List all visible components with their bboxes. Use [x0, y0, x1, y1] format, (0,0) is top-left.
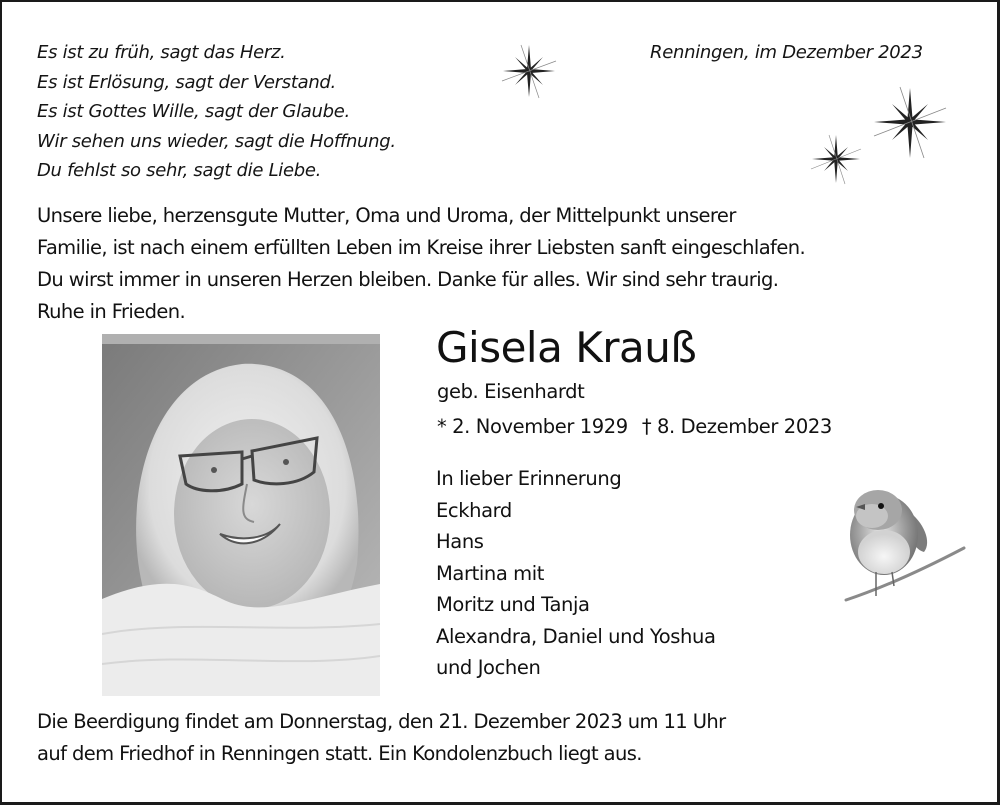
intro-text — [37, 200, 957, 328]
star-icon — [810, 133, 862, 185]
death-date: † 8. Dezember 2023 — [641, 415, 832, 438]
robin-bird-icon — [812, 470, 967, 610]
deceased-name: Gisela Krauß — [436, 323, 697, 372]
intro-line: Du wirst immer in unseren Herzen bleiben. Danke für alles. Wir sind sehr traurig. — [37, 268, 779, 291]
mourner-line: und Jochen — [436, 656, 541, 679]
intro-line: Unsere liebe, herzensgute Mutter, Oma und Uroma, der Mittelpunkt unserer — [37, 204, 736, 227]
life-dates — [437, 411, 832, 443]
star-icon — [500, 42, 558, 100]
intro-line: Familie, ist nach einem erfüllten Leben im Kreise ihrer Liebsten sanft eingeschlafen. — [37, 236, 806, 259]
birth-date: * 2. November 1929 — [437, 415, 628, 438]
portrait-photo — [102, 334, 380, 696]
mourner-line: Moritz und Tanja — [436, 593, 590, 616]
mourner-line: Alexandra, Daniel und Yoshua — [436, 624, 716, 648]
poem — [37, 38, 396, 186]
poem-line: Es ist zu früh, sagt das Herz. — [37, 42, 286, 63]
star-icon — [872, 84, 948, 160]
mourner-line: Martina mit — [436, 561, 545, 585]
poem-line: Es ist Erlösung, sagt der Verstand. — [37, 71, 336, 93]
mourner-line: Eckhard — [436, 498, 512, 522]
funeral-line: Die Beerdigung findet am Donnerstag, den 21. Dezember 2023 um 11 Uhr — [37, 710, 726, 733]
mourner-line: Hans — [436, 530, 484, 553]
intro-line: Ruhe in Frieden. — [37, 300, 186, 323]
funeral-info — [37, 706, 957, 770]
mourner-line: In lieber Erinnerung — [436, 467, 622, 490]
place-date: Renningen, im Dezember 2023 — [650, 42, 923, 63]
mourners-list — [436, 463, 716, 684]
funeral-line: auf dem Friedhof in Renningen statt. Ein Kondolenzbuch liegt aus. — [37, 742, 642, 765]
poem-line: Du fehlst so sehr, sagt die Liebe. — [37, 160, 322, 181]
maiden-name: geb. Eisenhardt — [437, 380, 585, 403]
poem-line: Es ist Gottes Wille, sagt der Glaube. — [37, 101, 350, 122]
poem-line: Wir sehen uns wieder, sagt die Hoffnung. — [37, 130, 396, 152]
